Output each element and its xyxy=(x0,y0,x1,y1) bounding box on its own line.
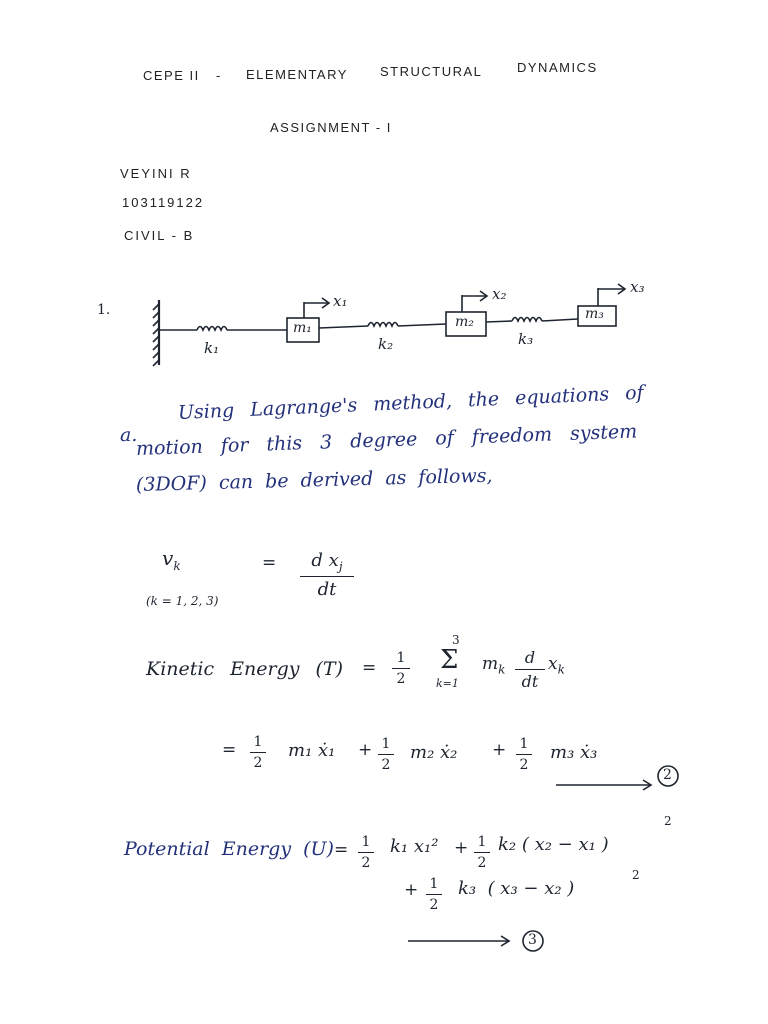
kinetic-half-2: 1 2 xyxy=(378,736,394,773)
sigma-symbol: Σ xyxy=(440,645,459,675)
equation-ref-2: 2 xyxy=(663,767,672,783)
potential-half-3: 1 2 xyxy=(426,876,442,913)
potential-half-2: 1 2 xyxy=(474,834,490,871)
kinetic-half-1: 1 2 xyxy=(250,734,266,771)
potential-term-2: k₂ ( x₂ − x₁ ) xyxy=(498,834,609,855)
kinetic-term-2: m₂ ẋ₂ xyxy=(410,742,458,763)
arrow-x1 xyxy=(304,298,329,318)
velocity-equals: = xyxy=(262,553,277,573)
arrow-ref-2 xyxy=(556,780,651,790)
kinetic-equals: = xyxy=(362,658,377,678)
kinetic-term-x: $x_k$ xyxy=(548,654,565,677)
potential-term-1: k₁ x₁² xyxy=(390,836,439,857)
potential-energy-label: Potential Energy (U) xyxy=(124,838,334,860)
label-m3: m₃ xyxy=(585,306,604,322)
course-title-word-1: ELEMENTARY xyxy=(246,67,348,82)
spring-k3 xyxy=(486,318,578,323)
kinetic-plus-2: + xyxy=(492,740,507,760)
label-k2: k₂ xyxy=(378,335,394,353)
kinetic-energy-label: Kinetic Energy (T) xyxy=(146,658,344,680)
course-code: CEPE II xyxy=(143,68,200,83)
label-m2: m₂ xyxy=(455,314,474,330)
equation-ref-3: 3 xyxy=(528,932,537,948)
kinetic-half: 1 2 xyxy=(392,650,410,687)
assignment-title: ASSIGNMENT - I xyxy=(270,120,392,135)
part-a-marker: a. xyxy=(120,424,138,446)
part-a-line-2: motion for this 3 degree of freedom system xyxy=(135,420,638,460)
label-m1: m₁ xyxy=(293,320,312,336)
potential-half-1: 1 2 xyxy=(358,834,374,871)
kinetic-term-mass: $m_k$ xyxy=(482,654,506,677)
label-k1: k₁ xyxy=(204,339,220,357)
label-x2: x₂ xyxy=(492,285,507,303)
label-x3: x₃ xyxy=(630,278,645,296)
kinetic-term-3: m₃ ẋ₃ xyxy=(550,742,598,763)
kinetic-half-3: 1 2 xyxy=(516,736,532,773)
course-title-word-2: STRUCTURAL xyxy=(380,64,483,79)
potential-equals: = xyxy=(334,840,349,860)
kinetic-line2-equals: = xyxy=(222,740,237,760)
arrow-x3 xyxy=(598,284,625,306)
part-a-line-3: (3DOF) can be derived as follows, xyxy=(135,464,493,496)
potential-plus-1: + xyxy=(454,838,469,858)
arrow-x2 xyxy=(462,291,487,312)
student-roll: 103119122 xyxy=(122,195,205,210)
sum-lower-limit: k=1 xyxy=(436,677,459,690)
header-dash: - xyxy=(216,68,222,83)
velocity-range: (k = 1, 2, 3) xyxy=(146,594,219,608)
velocity-lhs: $v_k$ xyxy=(162,546,181,573)
potential-square-2: 2 xyxy=(632,868,640,882)
label-k3: k₃ xyxy=(518,330,534,348)
label-x1: x₁ xyxy=(333,292,348,310)
spring-k2 xyxy=(319,323,446,329)
sum-upper-limit: 3 xyxy=(452,633,460,647)
student-name: VEYINI R xyxy=(120,166,192,181)
question-number: 1. xyxy=(97,302,111,318)
kinetic-term-1: m₁ ẋ₁ xyxy=(288,740,336,761)
potential-plus-2: + xyxy=(404,880,419,900)
spring-k1 xyxy=(159,327,287,331)
course-title-word-3: DYNAMICS xyxy=(517,60,598,75)
kinetic-plus-1: + xyxy=(358,740,373,760)
arrow-ref-3 xyxy=(408,936,509,946)
potential-term-3: k₃ ( x₃ − x₂ ) xyxy=(458,878,575,899)
part-a-line-1: Using Lagrange's method, the equations of xyxy=(177,381,645,424)
student-dept: CIVIL - B xyxy=(124,228,195,243)
potential-square-1: 2 xyxy=(664,814,672,828)
velocity-fraction: d $x_j$ dt xyxy=(300,550,354,600)
kinetic-derivative: d dt xyxy=(515,648,545,691)
